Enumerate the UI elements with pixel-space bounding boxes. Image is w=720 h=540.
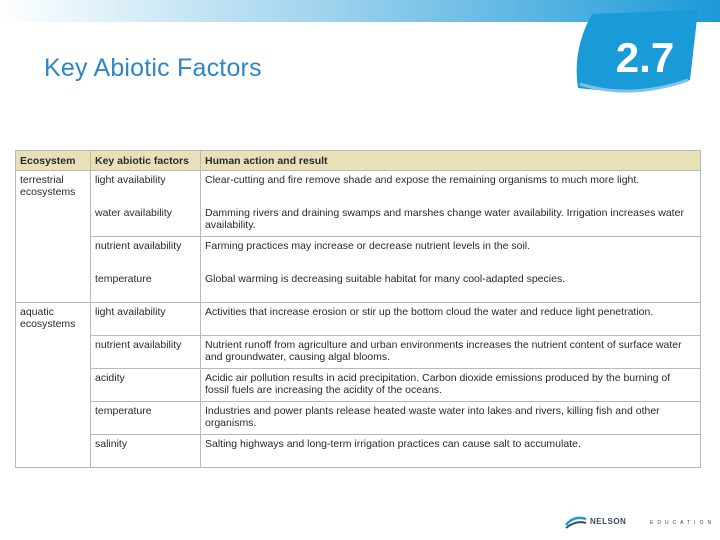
factor-cell: temperature [91,270,201,303]
result-cell: Farming practices may increase or decrease nutrient levels in the soil. [201,237,701,270]
factor-cell: water availability [91,204,201,237]
factor-cell: nutrient availability [91,237,201,270]
table-row [16,369,701,402]
result-cell: Acidic air pollution results in acid precipitation. Carbon dioxide emissions produced by the burning of fossil fuels are increasing the acidity of the oceans. [201,369,701,402]
ecosystem-cell: aquatic ecosystems [16,303,91,468]
result-cell: Activities that increase erosion or stir up the bottom cloud the water and reduce light penetration. [201,303,701,336]
result-cell: Global warming is decreasing suitable habitat for many cool-adapted species. [201,270,701,303]
factor-cell: acidity [91,369,201,402]
factor-cell: light availability [91,303,201,336]
abiotic-factors-table [15,150,701,468]
factor-cell: temperature [91,402,201,435]
nelson-education-logo [562,512,718,536]
header-ecosystem: Ecosystem [16,151,91,171]
table-row [16,336,701,369]
header-key-abiotic-factors: Key abiotic factors [91,151,201,171]
section-badge [570,10,700,94]
factor-cell: salinity [91,435,201,468]
table-row [16,204,701,237]
table-row [16,171,701,204]
logo-wordmark: NELSON [590,517,627,526]
nelson-swirl-icon [564,513,588,533]
slide-title: Key Abiotic Factors [44,54,262,82]
logo-subtext: EDUCATION [650,520,716,526]
section-number: 2.7 [615,34,675,81]
table-row [16,402,701,435]
table-header-row [16,151,701,171]
table-row [16,270,701,303]
table-row [16,303,701,336]
table-row [16,435,701,468]
factor-cell: light availability [91,171,201,204]
result-cell: Nutrient runoff from agriculture and urban environments increases the nutrient content of surface water and groundwater, causing algal blooms. [201,336,701,369]
ecosystem-cell: terrestrial ecosystems [16,171,91,303]
result-cell: Clear-cutting and fire remove shade and expose the remaining organisms to much more light. [201,171,701,204]
factor-cell: nutrient availability [91,336,201,369]
result-cell: Industries and power plants release heated waste water into lakes and rivers, killing fish and other organisms. [201,402,701,435]
table-row [16,237,701,270]
result-cell: Salting highways and long-term irrigation practices can cause salt to accumulate. [201,435,701,468]
result-cell: Damming rivers and draining swamps and marshes change water availability. Irrigation increases water availability. [201,204,701,237]
header-human-action: Human action and result [201,151,701,171]
